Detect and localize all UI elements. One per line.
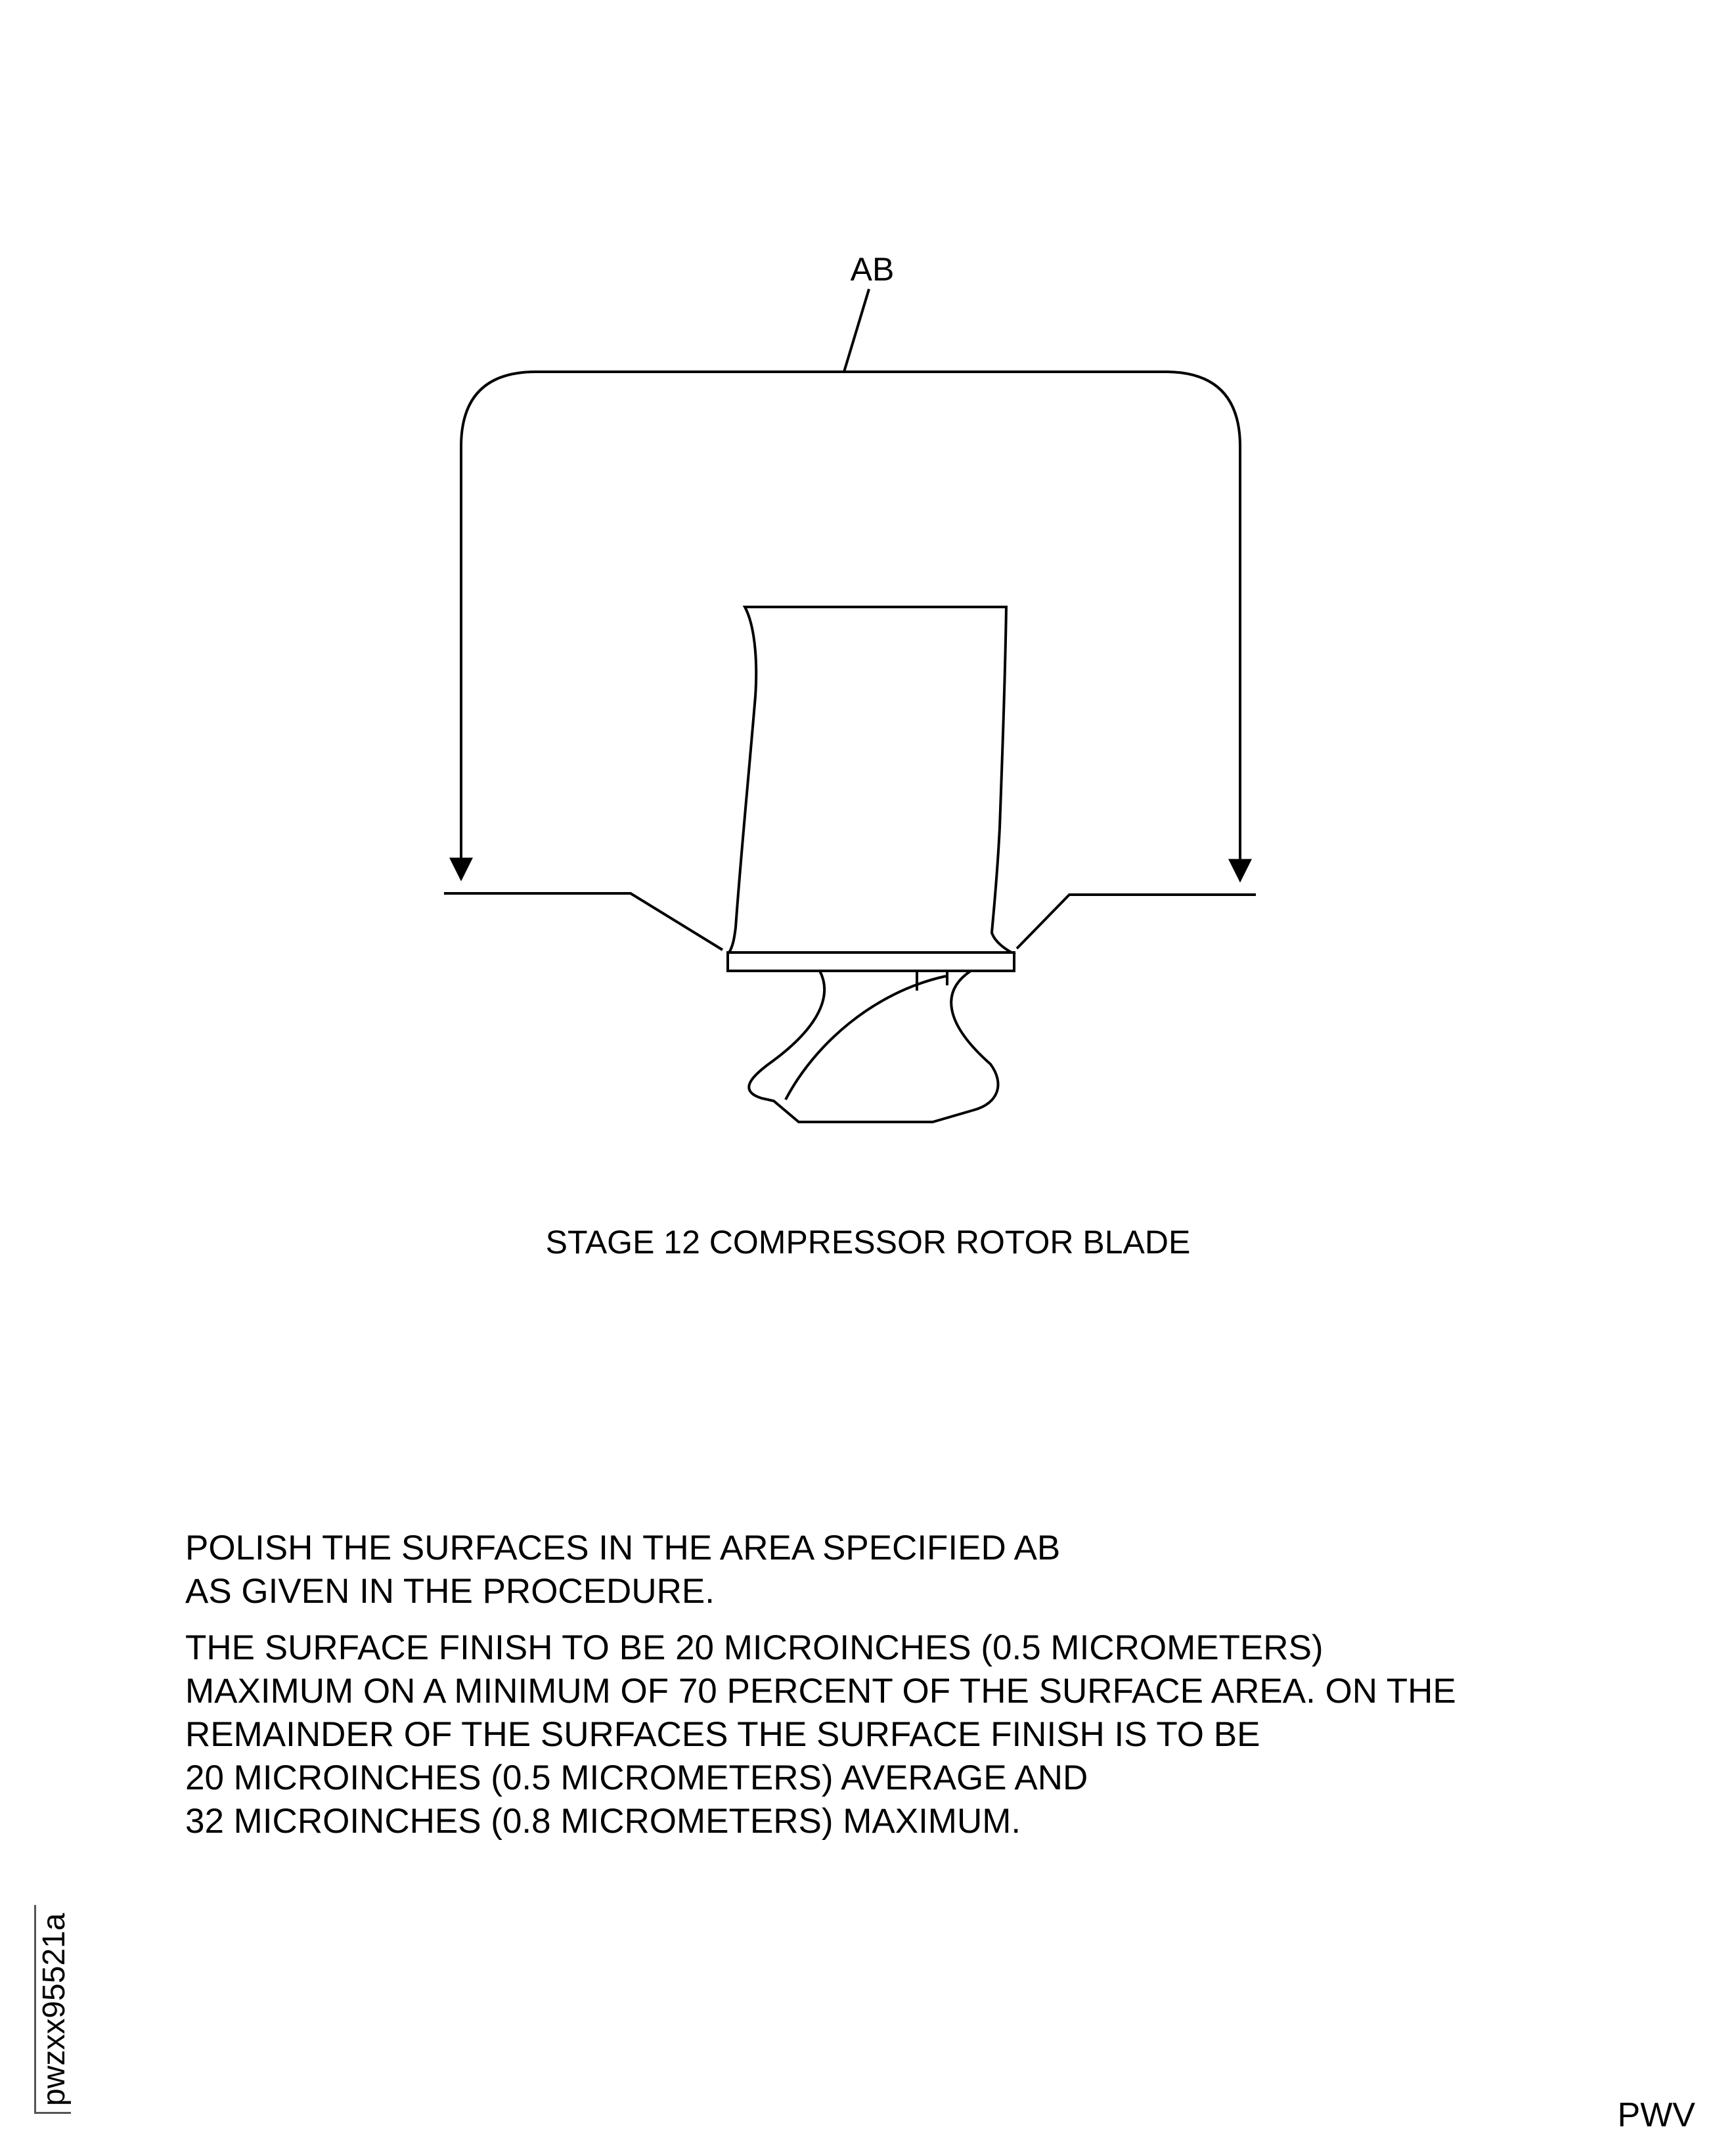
note-line: 32 MICROINCHES (0.8 MICROMETERS) MAXIMUM. [185,1802,1021,1841]
platform-boundary-left [444,893,723,950]
procedure-notes [185,1527,1630,1843]
note-polish [185,1527,1630,1613]
note-line: MAXIMUM ON A MINIMUM OF 70 PERCENT OF THE SURFACE AREA. ON THE [185,1672,1456,1711]
area-label-ab: AB [850,251,895,288]
page-code: PWV [1617,2096,1695,2134]
note-surface-finish [185,1626,1630,1843]
figure-caption: STAGE 12 COMPRESSOR ROTOR BLADE [545,1224,1191,1261]
platform-boundary-right [1017,895,1256,949]
note-line: THE SURFACE FINISH TO BE 20 MICROINCHES (0.5 MICROMETERS) [185,1628,1324,1667]
note-line: REMAINDER OF THE SURFACES THE SURFACE FINISH IS TO BE [185,1715,1260,1754]
note-line: AS GIVEN IN THE PROCEDURE. [185,1572,715,1611]
figure-id: pwzxx95521a [37,1913,72,2106]
note-line: 20 MICROINCHES (0.5 MICROMETERS) AVERAGE AND [185,1758,1088,1797]
airfoil [729,607,1012,952]
blade-platform [728,952,1014,971]
note-line: POLISH THE SURFACES IN THE AREA SPECIFIED AB [185,1529,1061,1567]
dovetail-skew-line [786,976,946,1100]
area-leader-line [844,289,869,372]
